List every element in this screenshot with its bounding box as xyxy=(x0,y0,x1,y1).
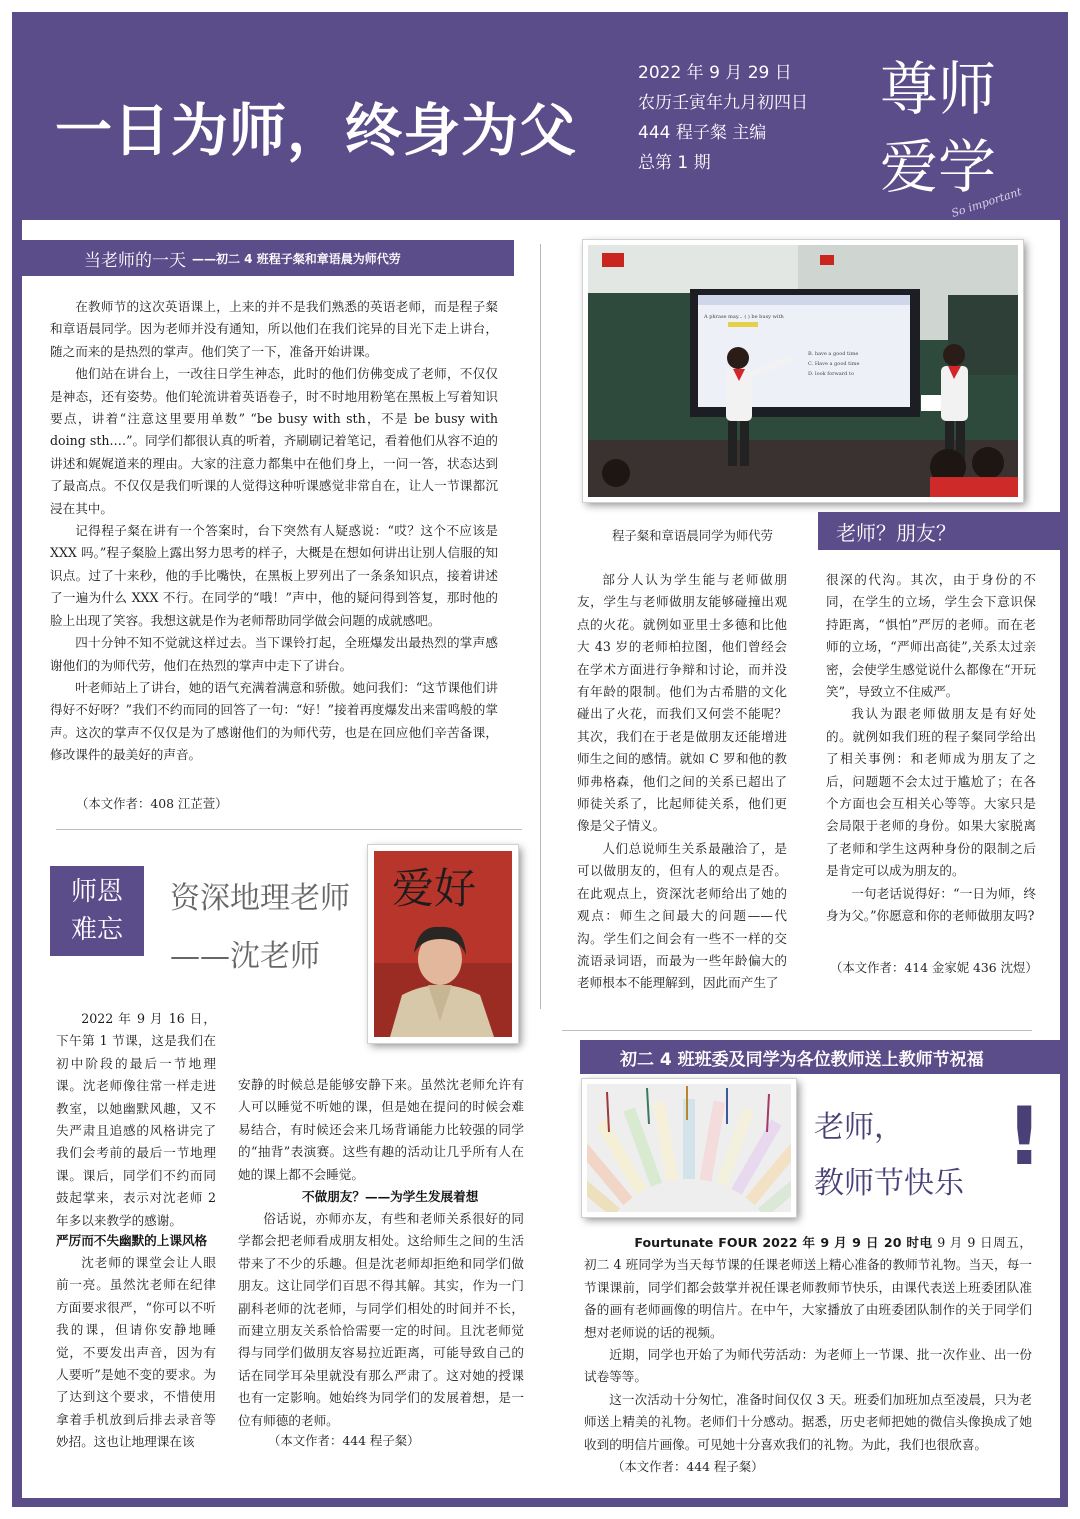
bookmark-gift-photo xyxy=(582,1079,796,1217)
screen-line: C. Have a good time xyxy=(808,361,860,367)
screen-line: D. look forward to xyxy=(808,371,854,377)
article2-col1 xyxy=(577,569,787,997)
greeting-line-2: 教师节快乐 xyxy=(814,1166,964,1201)
paragraph: 安静的时候总是能够安静下来。虽然沈老师允许有人可以睡觉不听她的课，但是她在提问的时候会难易结合，有时候还会来几场背诵能力比较强的同学的“抽背”表演赛。这些有趣的活动让几乎所有人在她的课上都不会睡觉。 xyxy=(238,1077,524,1182)
paragraph: 叶老师站上了讲台，她的语气充满着满意和骄傲。她问我们：“这节课他们讲得好不好呀？”我们不约而同的回答了一句：“好！”接着再度爆发出来雷鸣般的掌声。这次的掌声不仅仅是为了感谢他们的为师代劳，也是在回应他们辛苦备课，修改课件的最美好的声音。 xyxy=(50,679,498,763)
wall-graffiti: 爱好 xyxy=(392,864,477,913)
article3-subhead2: 不做朋友？——为学生发展着想 xyxy=(302,1189,479,1204)
article3-subhead1: 严厉而不失幽默的上课风格 xyxy=(56,1233,208,1248)
lunar-date: 农历壬寅年九月初四日 xyxy=(638,93,808,113)
script-decoration: So important xyxy=(949,185,1024,220)
editor-credit: 444 程子粲 主编 xyxy=(638,123,767,143)
classroom-photo xyxy=(583,240,1023,502)
section-label-line-2: 难忘 xyxy=(70,915,123,945)
article2-col2 xyxy=(826,569,1036,953)
paragraph: 四十分钟不知不觉就这样过去。当下课铃打起，全班爆发出最热烈的掌声感谢他们的为师代劳，他们在热烈的掌声中走下了讲台。 xyxy=(50,635,498,673)
column-divider xyxy=(540,244,541,1009)
article3-col1b xyxy=(56,1252,216,1454)
article4-title: 初二 4 班班委及同学为各位教师送上教师节祝福 xyxy=(620,1049,984,1070)
paragraph: 沈老师的课堂会让人眼前一亮。虽然沈老师在纪律方面要求很严，“你可以不听我的课，但请你安静地睡觉，不要发出声音，因为有人要听”是她不变的要求。为了达到这个要求，不惜使用拿着手机放到后排去录音等妙招。这也让地理课在该 xyxy=(56,1255,216,1450)
screen-line: B. have a good time xyxy=(808,351,859,357)
paragraph: 近期，同学也开始了为师代劳活动：为老师上一节课、批一次作业、出一份试卷等等。 xyxy=(584,1347,1032,1385)
greeting-line-1: 老师， xyxy=(814,1110,904,1145)
paragraph-text: 9 月 9 日周五，初二 4 班同学为当天每节课的任课老师送上精心准备的教师节礼物。当天，每一节课课前，同学们都会鼓掌并祝任课老师教师节快乐，由课代表送上班委团队准备的画有老师画像的明信片。在中午，大家播放了由班委团队制作的关于同学们想对老师说的话的视频。 xyxy=(584,1235,1032,1340)
paragraph: 俗话说，亦师亦友，有些和老师关系很好的同学都会把老师看成朋友相处。这给师生之间的生活带来了不少的乐趣。但是沈老师却拒绝和同学们做朋友。这让同学们百思不得其解。其实，作为一门副科老师的沈老师，与同学们相处的时间并不长，而建立朋友关系恰恰需要一定的时间。且沈老师觉得与同学们做朋友容易拉近距离，可能导致自己的话在同学耳朵里就没有那么严肃了。这对她的授课也有一定影响。她始终为同学们的发展着想，是一位有师德的老师。 xyxy=(238,1211,524,1428)
issue-date: 2022 年 9 月 29 日 xyxy=(638,63,792,83)
divider xyxy=(56,829,522,830)
paragraph: 部分人认为学生能与老师做朋友，学生与老师做朋友能够碰撞出观点的火花。就例如亚里士多德和比他大 43 岁的老师柏拉图，他们曾经会在学术方面进行争辩和讨论，而并没有年龄的限制。他们为古希腊的文化碰出了火花，而我们又何尝不能呢？其次，我们在于老是做朋友还能增进师生之间的感情。就如 C 罗和他的教师弗格森，他们之间的关系已超出了师徒关系了，比起师徒关系，他们更像是父子情义。 xyxy=(577,572,787,834)
article1-body xyxy=(50,296,498,790)
paragraph: 人们总说师生关系最融洽了，是可以做朋友的，但有人的观点是否。在此观点上，资深沈老师给出了她的观点：师生之间最大的问题——代沟。学生们之间会有一些不一样的交流语录词语，而最为一些年龄偏大的老师根本不能理解到，因此而产生了 xyxy=(577,840,787,991)
bookmark-fan-illustration xyxy=(587,1084,791,1212)
paragraph: 这一次活动十分匆忙，准备时间仅仅 3 天。班委们加班加点至凌晨，只为老师送上精美的礼物。老师们十分感动。据悉，历史老师把她的微信头像换成了她收到的明信片画像。可见她十分喜欢我们的礼物。为此，我们也很欣喜。 xyxy=(584,1391,1032,1452)
article3-byline: （本文作者：444 程子粲） xyxy=(268,1433,420,1448)
paragraph: 很深的代沟。其次，由于身份的不同，在学生的立场，学生会下意识保持距离，“惧怕”严厉的老师。而在老师的立场，“严师出高徒”,关系太过亲密，会使学生感觉说什么都像在“开玩笑”，导致立不住威严。 xyxy=(826,572,1036,700)
article3-col2b xyxy=(238,1208,524,1432)
article3-col1 xyxy=(56,1008,216,1232)
article2-header xyxy=(818,512,1060,550)
paragraph: 一句老话说得好：“一日为师，终身为父。”你愿意和你的老师做朋友吗? xyxy=(826,885,1036,924)
screen-line: A phrase may... ( ) be busy with xyxy=(704,314,784,320)
article1-subtitle: ——初二 4 班程子粲和章语晨为师代劳 xyxy=(192,251,401,266)
paragraph: 在教师节的这次英语课上，上来的并不是我们熟悉的英语老师，而是程子粲和章语晨同学。因为老师并没有通知，所以他们在我们诧异的目光下走上讲台，随之而来的是热烈的掌声。他们笑了一下，准备开始讲课。 xyxy=(50,299,498,359)
article3-title-line-2: ——沈老师 xyxy=(170,939,320,974)
classroom-illustration xyxy=(588,245,1018,497)
article1-header xyxy=(22,240,514,276)
article1-title: 当老师的一天 xyxy=(84,250,186,271)
motto xyxy=(880,50,1030,206)
article1-byline: （本文作者：408 江芷萱） xyxy=(76,796,228,811)
article3-col2 xyxy=(238,1074,524,1186)
article3-title xyxy=(170,870,350,986)
masthead-info xyxy=(638,58,858,178)
article4-header xyxy=(580,1040,1060,1074)
teacher-photo xyxy=(368,845,518,1043)
masthead-title: 一日为师，终身为父 xyxy=(55,98,577,164)
article4-byline: （本文作者：444 程子粲） xyxy=(612,1459,764,1474)
article2-byline: （本文作者：414 金家妮 436 沈煜） xyxy=(830,960,1038,975)
exclamation-mark: ! xyxy=(1006,1090,1043,1183)
article3-section-label xyxy=(50,866,144,956)
greeting xyxy=(814,1100,964,1212)
paragraph: 记得程子粲在讲有一个答案时，台下突然有人疑惑说：“哎？这个不应该是 XXX 吗。”程子粲脸上露出努力思考的样子，大概是在想如何讲出让别人信服的知识点。过了十来秒，他的手比嘴快，在黑板上罗列出了一条条知识点，接着讲述了一遍为什么 XXX 不行。在同学的“哦！”声中，他的疑问得到答复，那时他的脸上出现了笑容。我想这就是作为老师帮助同学做会问题的成就感吧。 xyxy=(50,523,498,628)
photo1-caption: 程子粲和章语晨同学为师代劳 xyxy=(612,528,774,543)
article4-body xyxy=(584,1232,1032,1456)
paragraph: 我认为跟老师做朋友是有好处的。就例如我们班的程子粲同学给出了相关事例：和老师成为朋友了之后，问题题不会太过于尴尬了；在各个方面也会互相关心等等。大家只是会局限于老师的身份。如果大家脱离了老师和学生这两种身份的限制之后是肯定可以成为朋友的。 xyxy=(826,706,1036,879)
section-label-line-1: 师恩 xyxy=(70,877,123,907)
motto-line-2: 爱学 xyxy=(880,133,997,201)
motto-line-1: 尊师 xyxy=(880,55,997,123)
issue-number: 总第 1 期 xyxy=(638,153,711,173)
paragraph: 2022 年 9 月 16 日，下午第 1 节课，这是我们在初中阶段的最后一节地理课。沈老师像往常一样走进教室，以她幽默风趣，又不失严肃且追感的风格讲完了我们会考前的最后一节地理课。课后，同学们不约而同鼓起掌来，表示对沈老师 2 年多以来教学的感谢。 xyxy=(56,1011,216,1228)
paragraph: 他们站在讲台上，一改往日学生神态，此时的他们仿佛变成了老师，不仅仅是神态，还有姿势。他们轮流讲着英语卷子，时不时地用粉笔在黑板上写着知识要点，讲着“注意这里要用单数” “be busy with sth，不是 be busy with doing sth.…”。同学们都很认真的听着，齐刷刷记着笔记，看着他们从容不迫的讲述和娓娓道来的理由。大家的注意力都集中在他们身上，一问一答，状态达到了最高点。不仅仅是我们听课的人觉得这种听课感觉非常自在，让人一节课都沉浸在其中。 xyxy=(50,366,498,516)
teacher-portrait xyxy=(374,851,512,1037)
article2-title: 老师？朋友？ xyxy=(836,520,956,545)
lead-paragraph xyxy=(584,1232,1032,1344)
dateline: Fourtunate FOUR 2022 年 9 月 9 日 20 时电 xyxy=(634,1235,933,1250)
divider xyxy=(562,1030,1032,1031)
article3-title-line-1: 资深地理老师 xyxy=(170,881,350,916)
